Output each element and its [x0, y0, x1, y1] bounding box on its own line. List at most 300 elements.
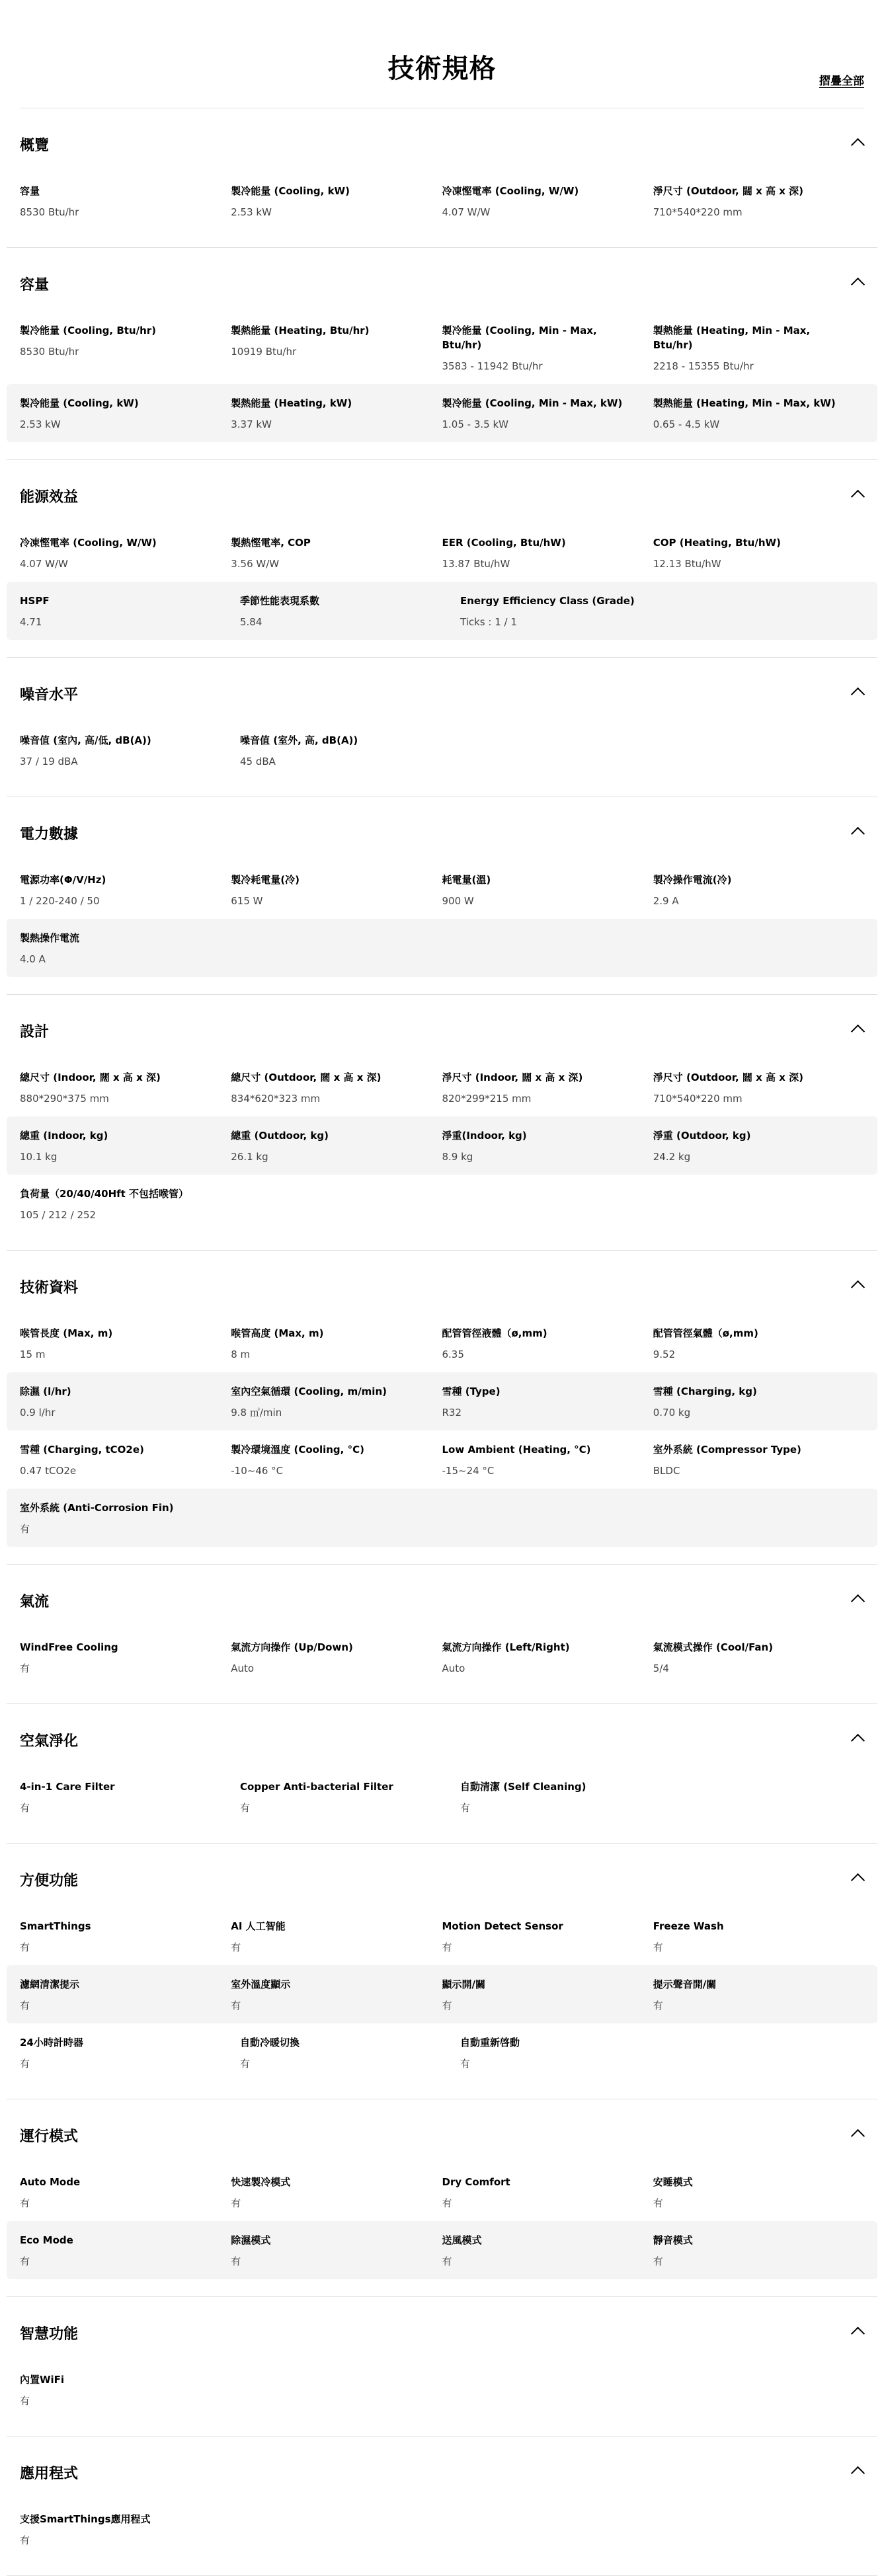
spec-item [20, 594, 240, 629]
section-title: 容量 [20, 277, 50, 293]
page-title: 技術規格 [387, 54, 497, 84]
spec-value: 有 [442, 1941, 452, 1953]
spec-label: 氣流方向操作 (Left/Right) [442, 1641, 570, 1653]
spec-item [653, 1128, 864, 1164]
spec-value: 13.87 Btu/hW [442, 558, 510, 570]
section-title: 能源效益 [20, 489, 79, 506]
spec-label: AI 人工智能 [231, 1920, 286, 1932]
section-title: 技術資料 [20, 1280, 79, 1296]
spec-row [7, 311, 877, 384]
spec-item [20, 1977, 231, 2013]
spec-item [442, 1640, 653, 1676]
spec-label: Freeze Wash [653, 1920, 724, 1932]
spec-item [20, 535, 231, 571]
spec-item [442, 1070, 653, 1106]
spec-rows [7, 1314, 877, 1564]
spec-label: 室外系統 (Anti-Corrosion Fin) [20, 1502, 174, 1514]
spec-value: 有 [460, 1802, 471, 1814]
spec-item [460, 594, 680, 629]
chevron-up-icon[interactable] [851, 138, 865, 152]
spec-row [7, 2163, 877, 2221]
spec-item [240, 733, 460, 769]
spec-value: 820*299*215 mm [442, 1093, 532, 1105]
spec-value: 105 / 212 / 252 [20, 1209, 97, 1221]
spec-section [7, 248, 877, 460]
spec-label: 濾網清潔提示 [20, 1978, 80, 1990]
spec-value: 有 [231, 2197, 241, 2209]
section-header[interactable] [7, 1844, 877, 1907]
spec-value: 有 [20, 2000, 30, 2011]
spec-value: 有 [231, 2000, 241, 2011]
spec-value: 880*290*375 mm [20, 1093, 109, 1105]
spec-item [20, 2175, 231, 2210]
spec-label: 顯示開/關 [442, 1978, 485, 1990]
spec-label: 室內空氣循環 (Cooling, m/min) [231, 1386, 387, 1397]
spec-value: 12.13 Btu/hW [653, 558, 721, 570]
spec-value: 710*540*220 mm [653, 206, 743, 218]
section-title: 方便功能 [20, 1873, 79, 1889]
spec-item [442, 535, 653, 571]
spec-label: 製冷能量 (Cooling, Min - Max, kW) [442, 397, 623, 409]
spec-item [442, 2175, 653, 2210]
section-header[interactable] [7, 1251, 877, 1314]
spec-value: BLDC [653, 1465, 680, 1477]
spec-item [20, 1187, 240, 1222]
spec-section [7, 2099, 877, 2297]
spec-value: -15~24 °C [442, 1465, 495, 1477]
section-header[interactable] [7, 658, 877, 721]
spec-label: 配管管徑氣體（ø,mm) [653, 1327, 758, 1339]
spec-item [653, 1919, 864, 1955]
spec-value: 有 [442, 2000, 452, 2011]
spec-section [7, 1704, 877, 1844]
spec-value: 有 [20, 1523, 30, 1535]
spec-value: 有 [231, 1941, 241, 1953]
spec-label: 室外溫度顯示 [231, 1978, 291, 1990]
spec-value: 0.47 tCO2e [20, 1465, 77, 1477]
chevron-up-icon[interactable] [851, 1594, 865, 1608]
spec-label: 4-in-1 Care Filter [20, 1781, 115, 1793]
spec-item [20, 2512, 240, 2548]
spec-item [231, 1128, 442, 1164]
spec-rows [7, 172, 877, 247]
spec-value: 8530 Btu/hr [20, 206, 79, 218]
section-title: 智慧功能 [20, 2326, 79, 2343]
spec-item [20, 931, 240, 966]
spec-row [7, 1430, 877, 1489]
spec-section [7, 460, 877, 658]
spec-value: Auto [231, 1662, 255, 1674]
section-header[interactable] [7, 460, 877, 524]
spec-value: 1 / 220-240 / 50 [20, 895, 100, 907]
spec-value: 有 [20, 2255, 30, 2267]
spec-item [231, 396, 442, 432]
spec-value: 2.53 kW [231, 206, 272, 218]
section-header[interactable] [7, 1704, 877, 1768]
spec-section [7, 1565, 877, 1704]
spec-row [7, 919, 877, 977]
spec-row [7, 2221, 877, 2279]
spec-item [460, 2035, 680, 2071]
spec-label: 淨尺寸 (Outdoor, 闊 x 高 x 深) [653, 185, 803, 197]
spec-value: 2218 - 15355 Btu/hr [653, 360, 754, 372]
spec-label: 氣流模式操作 (Cool/Fan) [653, 1641, 774, 1653]
spec-value: 有 [653, 1941, 663, 1953]
spec-value: Ticks : 1 / 1 [460, 616, 517, 628]
spec-item [20, 323, 231, 373]
spec-row [7, 1489, 877, 1547]
spec-row [7, 384, 877, 442]
spec-label: 製冷環境溫度 (Cooling, °C) [231, 1444, 364, 1456]
spec-label: EER (Cooling, Btu/hW) [442, 537, 566, 549]
spec-value: 4.07 W/W [20, 558, 68, 570]
spec-label: SmartThings [20, 1920, 91, 1932]
spec-item [20, 2035, 240, 2071]
spec-value: 有 [20, 2058, 30, 2070]
spec-section [7, 1844, 877, 2099]
spec-rows [7, 2500, 877, 2575]
spec-row [7, 524, 877, 582]
spec-rows [7, 2361, 877, 2436]
spec-item [231, 1442, 442, 1478]
spec-label: 製冷能量 (Cooling, Btu/hr) [20, 325, 157, 336]
spec-label: 總尺寸 (Outdoor, 闊 x 高 x 深) [231, 1072, 382, 1083]
spec-label: COP (Heating, Btu/hW) [653, 537, 781, 549]
spec-label: 雪種 (Charging, kg) [653, 1386, 757, 1397]
spec-item [653, 2233, 864, 2269]
spec-item [231, 873, 442, 908]
spec-item [442, 873, 653, 908]
spec-row [7, 1965, 877, 2023]
section-title: 電力數據 [20, 826, 79, 843]
spec-value: 3583 - 11942 Btu/hr [442, 360, 543, 372]
spec-value: 834*620*323 mm [231, 1093, 321, 1105]
spec-item [20, 1501, 240, 1536]
spec-value: 0.70 kg [653, 1407, 691, 1419]
spec-section [7, 108, 877, 248]
spec-label: 安睡模式 [653, 2176, 693, 2188]
spec-value: 0.65 - 4.5 kW [653, 418, 720, 430]
spec-label: 除濕 (l/hr) [20, 1386, 71, 1397]
spec-value: 8 m [231, 1348, 251, 1360]
section-title: 概覽 [20, 137, 50, 154]
chevron-up-icon[interactable] [851, 2129, 865, 2143]
spec-item [231, 2233, 442, 2269]
spec-label: 配管管徑液體（ø,mm) [442, 1327, 547, 1339]
spec-label: 電源功率(Φ/V/Hz) [20, 874, 106, 886]
page-header [20, 0, 864, 108]
spec-section [7, 2437, 877, 2576]
spec-item [240, 1779, 460, 1815]
spec-item [231, 1977, 442, 2013]
spec-value: 有 [240, 2058, 251, 2070]
spec-value: 有 [20, 2395, 30, 2407]
spec-value: 有 [442, 2255, 452, 2267]
spec-label: 製冷能量 (Cooling, kW) [231, 185, 350, 197]
spec-value: 3.37 kW [231, 418, 272, 430]
spec-value: 有 [20, 1802, 30, 1814]
spec-item [442, 1384, 653, 1420]
spec-section [7, 797, 877, 995]
spec-value: 有 [20, 1662, 30, 1674]
spec-value: 有 [20, 1941, 30, 1953]
section-header[interactable] [7, 2297, 877, 2361]
spec-value: 4.07 W/W [442, 206, 491, 218]
spec-item [20, 1128, 231, 1164]
spec-label: 冷凍慳電率 (Cooling, W/W) [20, 537, 157, 549]
spec-item [20, 1384, 231, 1420]
spec-label: 冷凍慳電率 (Cooling, W/W) [442, 185, 579, 197]
spec-item [653, 1442, 864, 1478]
spec-label: 24小時計時器 [20, 2037, 83, 2049]
spec-label: 容量 [20, 185, 40, 197]
spec-item [653, 2175, 864, 2210]
spec-label: 雪種 (Type) [442, 1386, 501, 1397]
spec-item [442, 1919, 653, 1955]
chevron-up-icon[interactable] [851, 278, 865, 292]
spec-label: 快速製冷模式 [231, 2176, 291, 2188]
spec-row [7, 2361, 877, 2419]
spec-label: 靜音模式 [653, 2234, 693, 2246]
chevron-up-icon[interactable] [851, 490, 865, 504]
section-title: 設計 [20, 1024, 50, 1040]
spec-label: Motion Detect Sensor [442, 1920, 563, 1932]
spec-label: Low Ambient (Heating, °C) [442, 1444, 591, 1456]
spec-row [7, 1314, 877, 1372]
spec-label: WindFree Cooling [20, 1641, 118, 1653]
spec-item [653, 184, 864, 219]
spec-value: 有 [653, 2255, 663, 2267]
spec-value: 有 [653, 2000, 663, 2011]
spec-rows [7, 861, 877, 994]
spec-label: 支援SmartThings應用程式 [20, 2513, 151, 2525]
spec-item [231, 1640, 442, 1676]
section-header[interactable] [7, 2099, 877, 2163]
spec-value: 有 [653, 2197, 663, 2209]
spec-value: 1.05 - 3.5 kW [442, 418, 508, 430]
spec-label: 總重 (Indoor, kg) [20, 1130, 108, 1142]
spec-label: Copper Anti-bacterial Filter [240, 1781, 393, 1793]
spec-item [653, 1640, 864, 1676]
spec-label: 喉管高度 (Max, m) [231, 1327, 324, 1339]
spec-value: 615 W [231, 895, 263, 907]
spec-item [231, 1070, 442, 1106]
spec-value: -10~46 °C [231, 1465, 284, 1477]
spec-row [7, 1116, 877, 1175]
spec-value: 8530 Btu/hr [20, 346, 79, 358]
spec-value: 26.1 kg [231, 1151, 268, 1163]
spec-item [460, 1779, 680, 1815]
spec-value: 有 [460, 2058, 471, 2070]
section-header[interactable] [7, 108, 877, 172]
spec-label: 自動重新啓動 [460, 2037, 520, 2049]
spec-rows [7, 311, 877, 459]
spec-item [653, 1977, 864, 2013]
spec-row [7, 172, 877, 230]
spec-item [20, 2372, 240, 2408]
spec-rows [7, 524, 877, 657]
spec-rows [7, 2163, 877, 2296]
spec-label: 製熱能量 (Heating, kW) [231, 397, 352, 409]
spec-item [20, 1640, 231, 1676]
spec-value: R32 [442, 1407, 462, 1419]
section-title: 空氣淨化 [20, 1733, 79, 1750]
spec-item [20, 873, 231, 908]
spec-label: Auto Mode [20, 2176, 81, 2188]
spec-value: 有 [231, 2255, 241, 2267]
chevron-up-icon[interactable] [851, 2466, 865, 2480]
spec-item [442, 1977, 653, 2013]
section-header[interactable] [7, 995, 877, 1058]
spec-section [7, 995, 877, 1251]
spec-item [20, 396, 231, 432]
spec-label: 製冷耗電量(冷) [231, 874, 300, 886]
spec-value: 2.53 kW [20, 418, 61, 430]
spec-item [653, 323, 864, 373]
spec-label: 製冷能量 (Cooling, kW) [20, 397, 139, 409]
spec-label: 提示聲音開/關 [653, 1978, 717, 1990]
spec-item [442, 1442, 653, 1478]
spec-label: 製熱慳電率, COP [231, 537, 311, 549]
spec-row [7, 582, 877, 640]
chevron-up-icon[interactable] [851, 827, 865, 841]
spec-value: Auto [442, 1662, 465, 1674]
spec-item [442, 396, 653, 432]
spec-value: 900 W [442, 895, 474, 907]
spec-section [7, 2297, 877, 2437]
spec-label: 內置WiFi [20, 2374, 65, 2386]
spec-value: 有 [20, 2197, 30, 2209]
chevron-up-icon[interactable] [851, 1873, 865, 1887]
spec-item [20, 184, 231, 219]
spec-label: 自動冷暖切換 [240, 2037, 300, 2049]
spec-value: 0.9 l/hr [20, 1407, 56, 1419]
spec-label: 自動清潔 (Self Cleaning) [460, 1781, 586, 1793]
spec-label: 噪音值 (室內, 高/低, dB(A)) [20, 734, 151, 746]
spec-value: 6.35 [442, 1348, 464, 1360]
chevron-up-icon[interactable] [851, 1280, 865, 1294]
spec-item [20, 1779, 240, 1815]
spec-label: 雪種 (Charging, tCO2e) [20, 1444, 144, 1456]
chevron-up-icon[interactable] [851, 2327, 865, 2341]
spec-item [20, 1326, 231, 1362]
spec-item [442, 2233, 653, 2269]
spec-label: 喉管長度 (Max, m) [20, 1327, 113, 1339]
spec-label: 負荷量（20/40/40Hft 不包括喉管） [20, 1188, 189, 1200]
spec-rows [7, 1768, 877, 1843]
spec-row [7, 2500, 877, 2558]
spec-value: 3.56 W/W [231, 558, 280, 570]
spec-item [20, 2233, 231, 2269]
spec-item [442, 1326, 653, 1362]
spec-item [240, 594, 460, 629]
spec-label: 室外系統 (Compressor Type) [653, 1444, 801, 1456]
spec-row [7, 1058, 877, 1116]
chevron-up-icon[interactable] [851, 1025, 865, 1038]
spec-label: 氣流方向操作 (Up/Down) [231, 1641, 353, 1653]
spec-item [231, 1384, 442, 1420]
spec-value: 37 / 19 dBA [20, 756, 78, 767]
section-title: 噪音水平 [20, 687, 79, 703]
spec-item [653, 1326, 864, 1362]
chevron-up-icon[interactable] [851, 1734, 865, 1748]
spec-label: 耗電量(溫) [442, 874, 491, 886]
collapse-all-link[interactable]: 摺疊全部 [819, 75, 864, 88]
spec-value: 15 m [20, 1348, 46, 1360]
spec-item [231, 323, 442, 373]
spec-rows [7, 721, 877, 797]
spec-value: 9.52 [653, 1348, 676, 1360]
spec-value: 4.71 [20, 616, 42, 628]
spec-value: 5/4 [653, 1662, 669, 1674]
spec-row [7, 1372, 877, 1430]
spec-item [653, 1384, 864, 1420]
spec-item [20, 733, 240, 769]
spec-label: 淨重 (Outdoor, kg) [653, 1130, 751, 1142]
spec-label: 淨重(Indoor, kg) [442, 1130, 527, 1142]
spec-value: 2.9 A [653, 895, 679, 907]
spec-rows [7, 1907, 877, 2099]
spec-label: Eco Mode [20, 2234, 73, 2246]
section-header[interactable] [7, 2437, 877, 2500]
spec-section [7, 1251, 877, 1565]
spec-sections [0, 108, 884, 2576]
spec-item [231, 1326, 442, 1362]
spec-item [20, 1442, 231, 1478]
chevron-up-icon[interactable] [851, 687, 865, 701]
spec-item [231, 535, 442, 571]
spec-row [7, 1907, 877, 1965]
spec-label: Dry Comfort [442, 2176, 510, 2188]
spec-label: 製熱操作電流 [20, 932, 80, 944]
spec-label: 製熱能量 (Heating, Btu/hr) [231, 325, 370, 336]
spec-item [442, 1128, 653, 1164]
spec-row [7, 721, 877, 779]
spec-value: 710*540*220 mm [653, 1093, 743, 1105]
spec-label: 送風模式 [442, 2234, 482, 2246]
spec-label: 淨尺寸 (Indoor, 闊 x 高 x 深) [442, 1072, 583, 1083]
spec-label: 製熱能量 (Heating, Min - Max, kW) [653, 397, 836, 409]
spec-label: 總尺寸 (Indoor, 闊 x 高 x 深) [20, 1072, 161, 1083]
spec-item [653, 535, 864, 571]
spec-item [231, 1919, 442, 1955]
spec-row [7, 2023, 877, 2082]
spec-item [653, 1070, 864, 1106]
spec-section [7, 658, 877, 797]
spec-value: 10.1 kg [20, 1151, 58, 1163]
spec-item [240, 2035, 460, 2071]
spec-label: 季節性能表現系數 [240, 595, 320, 607]
spec-rows [7, 1628, 877, 1703]
spec-item [653, 396, 864, 432]
section-header[interactable] [7, 248, 877, 311]
spec-value: 9.8 ㎥/min [231, 1407, 282, 1419]
section-header[interactable] [7, 797, 877, 861]
spec-rows [7, 1058, 877, 1250]
spec-label: Energy Efficiency Class (Grade) [460, 595, 635, 607]
spec-item [442, 184, 653, 219]
spec-label: 總重 (Outdoor, kg) [231, 1130, 329, 1142]
spec-row [7, 1628, 877, 1686]
spec-item [20, 1070, 231, 1106]
spec-label: 製熱能量 (Heating, Min - Max, Btu/hr) [653, 325, 811, 351]
spec-label: HSPF [20, 595, 50, 607]
spec-label: 製冷能量 (Cooling, Min - Max, Btu/hr) [442, 325, 597, 351]
spec-label: 製冷操作電流(冷) [653, 874, 732, 886]
spec-value: 有 [20, 2534, 30, 2546]
spec-value: 10919 Btu/hr [231, 346, 297, 358]
section-header[interactable] [7, 1565, 877, 1628]
